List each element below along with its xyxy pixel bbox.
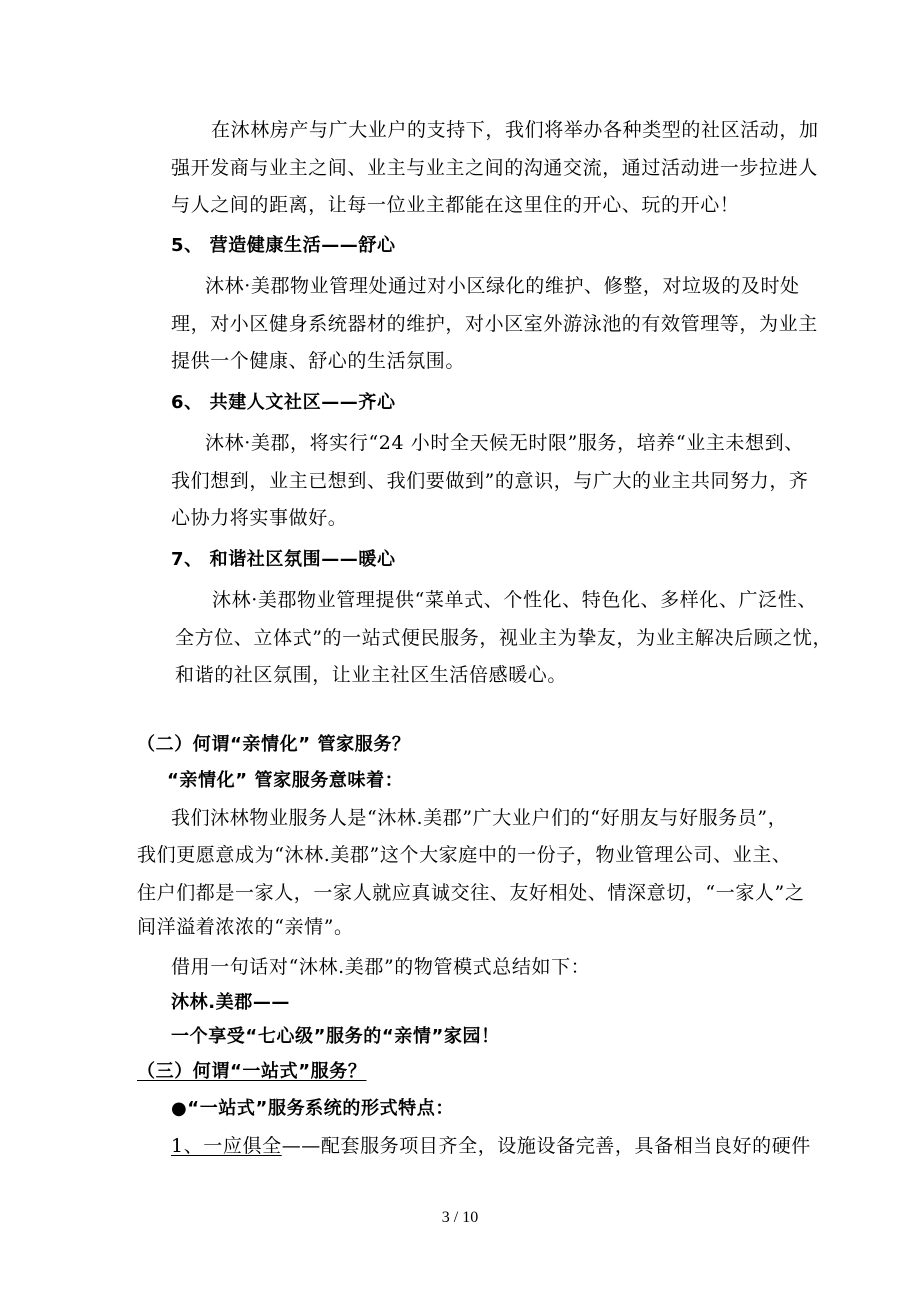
section-subheading: “亲情化” 管家服务意味着：	[167, 770, 404, 791]
paragraph-line: 间洋溢着浓浓的“亲情”。	[137, 916, 354, 938]
paragraph-line: 沐林·美郡物业管理提供“菜单式、个性化、特色化、多样化、广泛性、	[212, 589, 817, 611]
item-heading-7: 7、 和谐社区氛围——暖心	[171, 549, 396, 570]
paragraph-line: 在沐林房产与广大业户的支持下，我们将举办各种类型的社区活动，加	[211, 119, 819, 141]
paragraph-line: 和谐的社区氛围，让业主社区生活倍感暖心。	[175, 664, 568, 686]
page-number: 3 / 10	[441, 1209, 479, 1226]
item-heading-6: 6、 共建人文社区——齐心	[171, 392, 396, 413]
list-item-1-label: 1、一应俱全	[171, 1135, 282, 1157]
paragraph-line: 借用一句话对“沐林.美郡”的物管模式总结如下：	[171, 956, 591, 978]
paragraph-line: 住户们都是一家人，一家人就应真诚交往、友好相处、情深意切，“一家人”之	[137, 882, 805, 904]
paragraph-line: 我们想到，业主已想到、我们要做到”的意识，与广大的业主共同努力，齐	[171, 470, 809, 492]
paragraph-line: 沐林·美郡物业管理处通过对小区绿化的维护、修整，对垃圾的及时处	[205, 275, 800, 297]
paragraph-line: 强开发商与业主之间、业主与业主之间的沟通交流，通过活动进一步拉进人	[171, 157, 818, 179]
paragraph-line: 与人之间的距离，让每一位业主都能在这里住的开心、玩的开心！	[171, 194, 740, 216]
section-heading-3: （三）何谓“一站式”服务？	[137, 1061, 367, 1082]
paragraph-line: 全方位、立体式”的一站式便民服务，视业主为挚友，为业主解决后顾之忧，	[175, 627, 833, 649]
paragraph-line: 我们更愿意成为“沐林.美郡”这个大家庭中的一份子，物业管理公司、业主、	[137, 844, 792, 866]
bullet-heading: ●“一站式”服务系统的形式特点：	[171, 1098, 454, 1119]
section-heading-2: （二）何谓“亲情化” 管家服务？	[137, 734, 411, 755]
paragraph-line: 我们沐林物业服务人是“沐林.美郡”广大业户们的“好朋友与好服务员”，	[171, 807, 788, 829]
paragraph-line: 心协力将实事做好。	[171, 507, 348, 529]
list-item-1	[171, 1134, 811, 1158]
slogan-line-2: 一个享受“七心级”服务的“亲情”家园！	[171, 1026, 500, 1047]
paragraph-line: 理，对小区健身系统器材的维护，对小区室外游泳池的有效管理等，为业主	[171, 313, 818, 335]
item-heading-5: 5、 营造健康生活——舒心	[171, 235, 396, 256]
list-item-1-text: ——配套服务项目齐全，设施设备完善，具备相当良好的硬件	[281, 1135, 811, 1157]
slogan-line-1: 沐林.美郡——	[171, 992, 291, 1013]
paragraph-line: 沐林·美郡，将实行“24 小时全天候无时限”服务，培养“业主未想到、	[205, 432, 804, 454]
paragraph-line: 提供一个健康、舒心的生活氛围。	[171, 350, 466, 372]
